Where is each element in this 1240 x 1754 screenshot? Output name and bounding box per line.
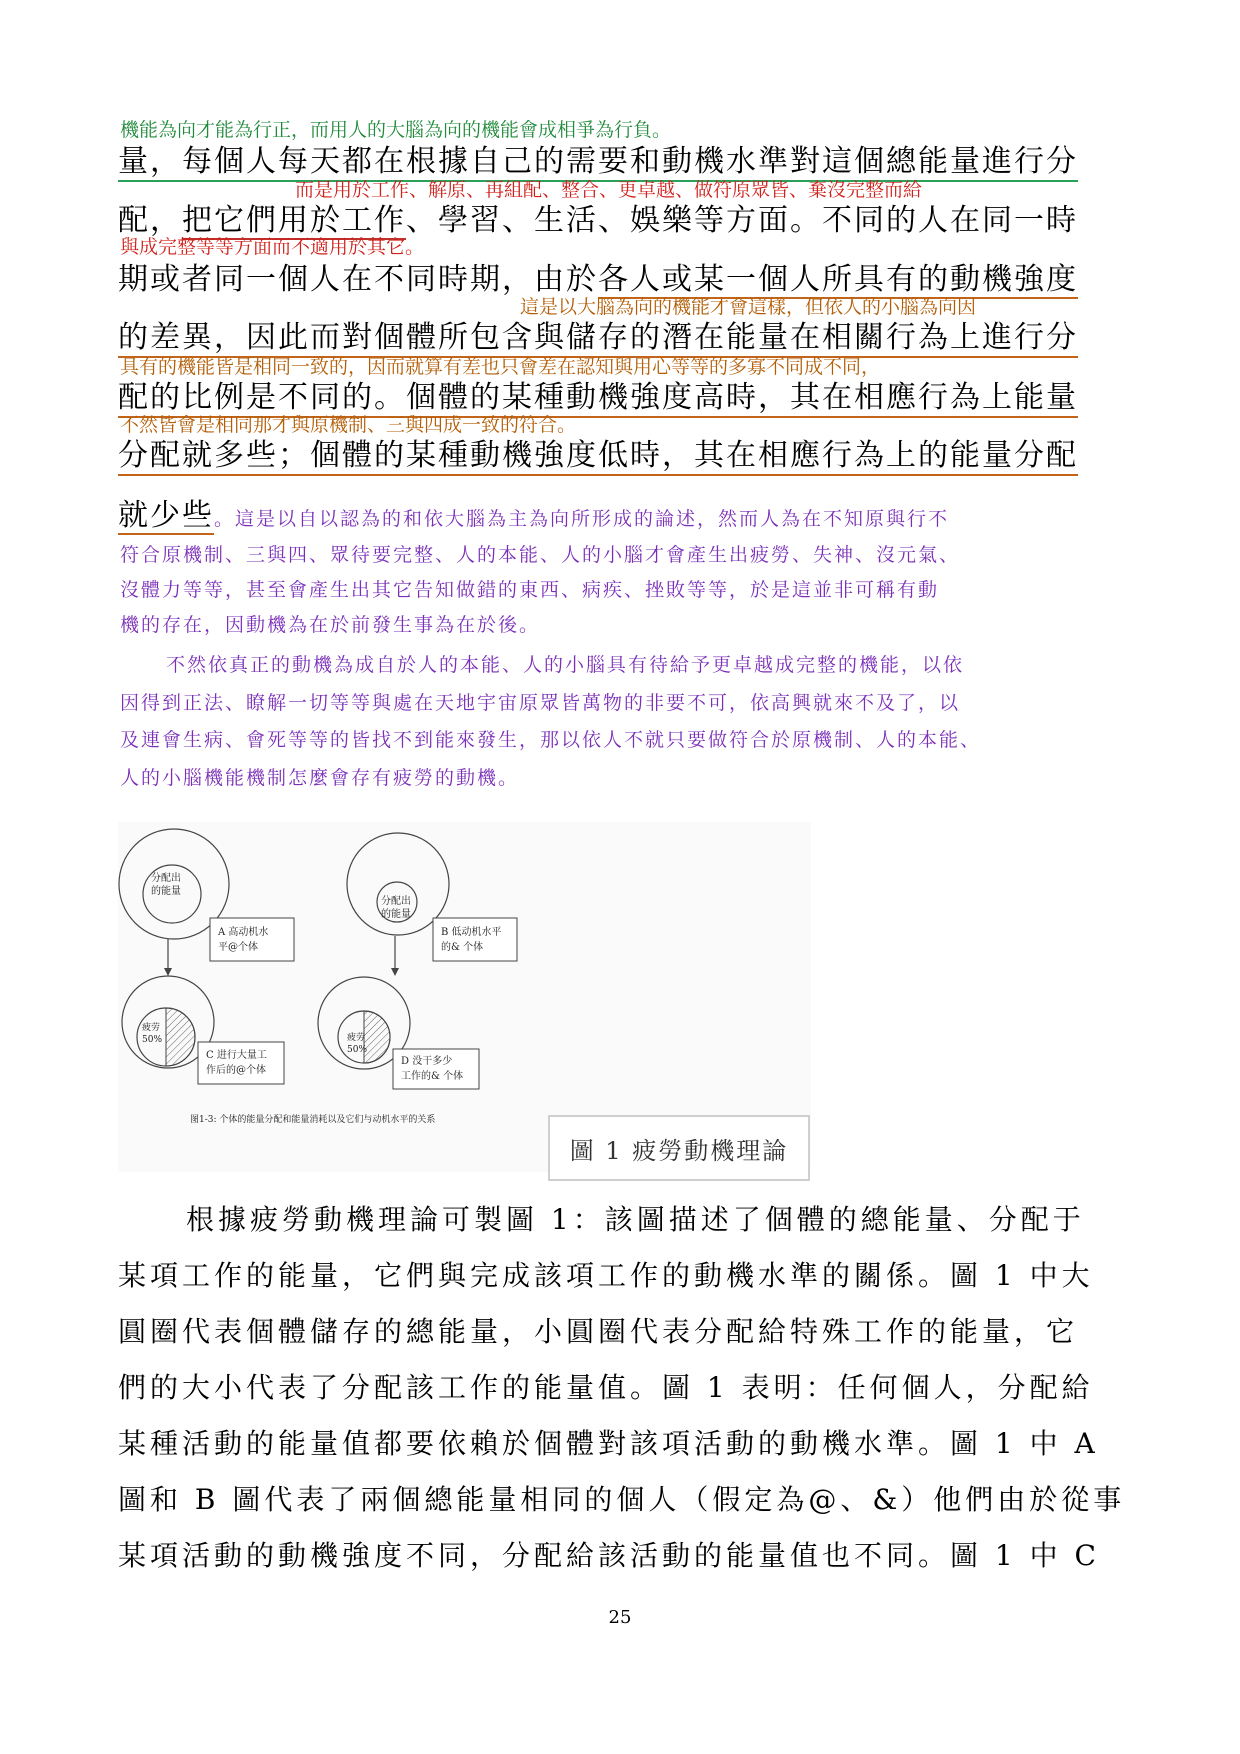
purple-paragraph-line: 及連會生病、會死等等的皆找不到能來發生，那以依人不就只要做符合於原機制、人的本能、 xyxy=(120,729,982,751)
box-b-label xyxy=(441,925,502,955)
label-line: A 高动机水 xyxy=(218,927,269,938)
body-line: 根據疲勞動機理論可製圖 1：該圖描述了個體的總能量、分配于 xyxy=(186,1203,1085,1236)
fatigue-slice-c xyxy=(166,1008,195,1066)
arrowhead-icon xyxy=(391,968,399,976)
box-a-label xyxy=(218,925,268,955)
circle-label-a xyxy=(151,872,181,898)
purple-paragraph-line: 因得到正法、瞭解一切等等與處在天地宇宙原眾皆萬物的非要不可，依高興就來不及了，以 xyxy=(120,692,961,714)
body-line: 圖和 B 圖代表了兩個總能量相同的個人（假定為@、&）他們由於從事 xyxy=(118,1483,1126,1516)
annotation-note: 而是用於工作、解原、再組配、整合、更卓越、做符原眾皆、棄沒完整而給 xyxy=(295,179,923,201)
purple-paragraph-line: 機的存在，因動機為在於前發生事為在於後。 xyxy=(120,614,541,636)
figure-caption: 圖 1 疲勞動機理論 xyxy=(548,1115,810,1181)
label-line: 工作的& 个体 xyxy=(401,1071,464,1082)
label-line: 50% xyxy=(347,1045,368,1055)
body-line: 某項活動的動機強度不同，分配給該活動的能量值也不同。圖 1 中 C xyxy=(118,1539,1100,1572)
label-line: 分配出 xyxy=(381,896,411,907)
annotation-note: 與成完整等等方面而不適用於其它。 xyxy=(120,236,425,258)
purple-paragraph-line: 人的小腦機能機制怎麼會存有疲勞的動機。 xyxy=(120,767,520,789)
purple-paragraph-line: 不然依真正的動機為成自於人的本能、人的小腦具有待給予更卓越成完整的機能，以依 xyxy=(166,654,965,676)
body-line: 圓圈代表個體儲存的總能量，小圓圈代表分配給特殊工作的能量，它 xyxy=(118,1315,1079,1348)
purple-paragraph-line: 沒體力等等，甚至會產生出其它告知做錯的東西、病疾、挫敗等等，於是這並非可稱有動 xyxy=(120,579,940,601)
annotation-note: 這是以大腦為向的機能才會這樣，但依人的小腦為向因 xyxy=(520,296,977,318)
annotation-note: 具有的機能皆是相同一致的，因而就算有差也只會差在認知與用心等等的多寡不同成不同， xyxy=(120,356,881,378)
box-d-label xyxy=(401,1054,463,1084)
main-text-segment: 配， xyxy=(118,203,182,238)
purple-text: 。這是以自以認為的和依大腦為主為向所形成的論述，然而人為在不知原與行不 xyxy=(214,508,950,530)
circle-label-b xyxy=(381,895,411,921)
label-line: 的能量 xyxy=(151,886,181,897)
main-text-segment: 、學習、生活、娛樂等方面。不同的人在同一時 xyxy=(406,203,1078,238)
main-text-line: 分配就多些；個體的某種動機強度低時，其在相應行為上的能量分配 xyxy=(118,430,1078,476)
body-line: 某種活動的能量值都要依賴於個體對該項活動的動機水準。圖 1 中 A xyxy=(118,1427,1099,1460)
fatigue-slice-d xyxy=(364,1011,390,1063)
arrowhead-icon xyxy=(164,968,172,976)
main-text-segment: 各人或某一個人所具有的動機強度 xyxy=(598,262,1078,297)
fatigue-label-c xyxy=(142,1022,162,1046)
figure-note: 图1-3: 个体的能量分配和能量消耗以及它们与动机水平的关系 xyxy=(190,1115,436,1125)
main-text-line: 的差異，因此而對個體所包含與儲存的潛在能量在相關行為上進行分 xyxy=(118,312,1078,358)
page-number: 25 xyxy=(608,1607,632,1628)
main-text-line: 量，每個人每天都在根據自己的需要和動機水準對這個總能量進行分 xyxy=(118,136,1078,182)
body-line: 某項工作的能量，它們與完成該項工作的動機水準的關係。圖 1 中大 xyxy=(118,1259,1094,1292)
main-text-segment: 就少些 xyxy=(118,498,214,533)
annotation-note: 不然皆會是相同那才與原機制、三與四成一致的符合。 xyxy=(120,414,577,436)
box-c-label xyxy=(206,1048,267,1078)
label-line: 分配出 xyxy=(151,873,181,884)
label-line: 作后的@个体 xyxy=(206,1065,266,1076)
main-text-segment: 把它們用於工作 xyxy=(182,203,406,238)
label-line: D 没干多少 xyxy=(401,1056,453,1067)
label-line: 疲劳 xyxy=(142,1023,161,1033)
label-line: 的能量 xyxy=(381,909,411,920)
body-line: 們的大小代表了分配該工作的能量值。圖 1 表明：任何個人，分配給 xyxy=(118,1371,1094,1404)
purple-paragraph-line xyxy=(118,490,949,534)
label-line: 平@个体 xyxy=(218,942,258,953)
main-text-line: 配的比例是不同的。個體的某種動機強度高時，其在相應行為上能量 xyxy=(118,372,1078,418)
label-line: 的& 个体 xyxy=(441,942,484,953)
fatigue-label-d xyxy=(347,1032,367,1056)
purple-paragraph-line: 符合原機制、三與四、眾待要完整、人的本能、人的小腦才會產生出疲勞、失神、沒元氣、 xyxy=(120,544,961,566)
annotation-note: 機能為向才能為行正，而用人的大腦為向的機能會成相爭為行負。 xyxy=(120,119,672,141)
label-line: 50% xyxy=(142,1035,163,1045)
label-line: 疲劳 xyxy=(347,1033,366,1043)
main-text-segment: 期或者同一個人在不同時期，由於 xyxy=(118,262,598,297)
label-line: C 进行大量工 xyxy=(206,1050,267,1061)
label-line: B 低动机水平 xyxy=(441,927,502,938)
